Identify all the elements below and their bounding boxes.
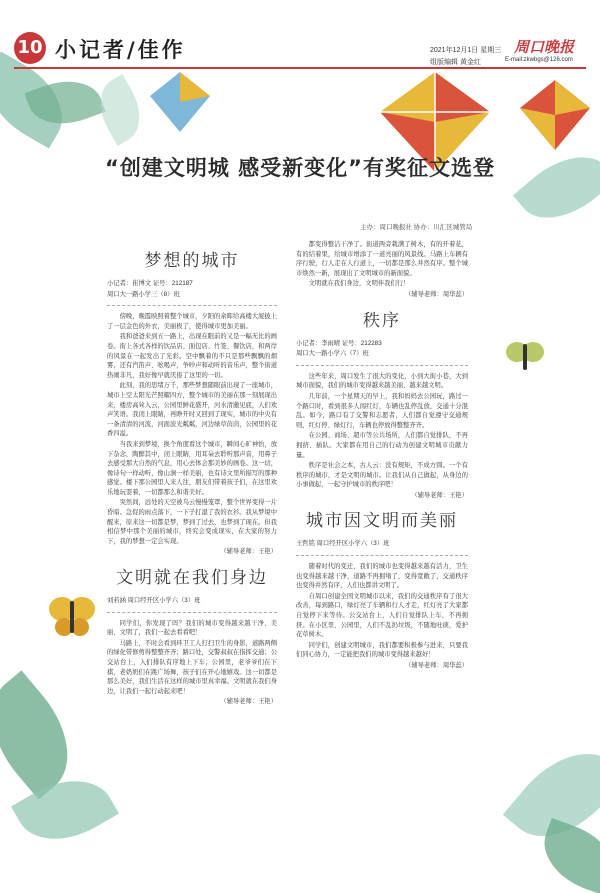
article-paragraph: 自周口创建全国文明城市以来，我们的交通秩序有了很大改善，每到路口，绿灯亮了车辆和行人才走，红灯亮了大家都自觉停下来等待。公交站台上，人们自觉排队上车，不再拥挤。在小区里、公园里，人们不乱扔垃圾，不随地吐痰，爱护花草树木。 [296,592,468,639]
article-title: 城市因文明而美丽 [306,511,458,532]
kite-icon [520,80,590,150]
article-paragraph: 文明就在我们身边，文明伴我们行！ [308,280,410,288]
page-header [0,0,600,70]
article-byline: 王哲铭 周口经开区小学六（3）班 [296,540,390,548]
article-byline: 小记者：李雨晴 证号：212283 [296,339,382,347]
kite-icon [150,72,210,132]
article-byline: 周口大一路小学六（7）班 [296,350,369,358]
article-paragraph: 同学们，你发现了吗？我们的城市变得越来越干净、美丽、文明了，我们一起去看看吧！ [107,619,277,637]
page-number: 10 [14,32,46,64]
article [107,563,277,707]
page-title: “创建文明城 感受新变化”有奖征文选登 [105,156,495,180]
article-paragraph: 我和爸爸来到五一路上，出现在眼前的又是一幅无比的画卷。街上各式各样的饮品店、面包店、竹签、餐饮店，和两岸的风景在一起发出了光彩。空中飘着的不只是那些飘飘的烟雾，还有汽笛声、吆喝声，争吵声和动听的音乐声，整个街道热闹非凡，我好像早就厌倦了这里的一切。 [107,333,278,379]
article-paragraph: 傍晚，晚霞映照着整个城市，夕阳的余晖给高楼大厦披上了一层金色的外衣，美丽极了，使得城市更加美丽。 [107,313,278,330]
article-paragraph: 突然间，远处的天空被乌云慢慢笼罩，整个世界变得一片昏暗。急促的雨点落下，一下子打湿了我的衣衫。我从梦境中醒来，原来这一切都是梦，梦到了过去，也梦到了现在。但我相信梦中那个美丽的城市，终究会变成现实，在大家的努力下，我的梦想一定会实现。 [107,499,278,545]
issue-date: 2021年12月1日 星期三 [430,47,502,54]
section-title: 小记者/佳作 [55,37,186,62]
divider [296,555,468,556]
left-column [107,240,277,708]
article-paragraph: 几年前，一个星期天的早上，我和妈妈去公园玩，路过一个路口时，看到很多人闯红灯，车辆也乱停乱放，交通十分混乱。如今，路口有了交警和志愿者，人们都自觉遵守交通规则，红灯停、绿灯行，车辆也停放得整整齐齐。 [296,392,468,429]
divider [296,365,468,366]
teacher-credit: （辅导老师：王艳） [411,491,468,499]
article-byline: 小记者：崔博文 证号：212187 [107,280,193,287]
contact-email: E-mail:zkwbgs@126.com [505,57,573,63]
article-byline: 刘若涵 周口经开区小学六（3）班 [107,597,201,605]
article-byline: 周口大一路小学三（8）班 [107,290,180,298]
article-paragraph: 当我来到梦境，换个角度看这个城市，瞬间心旷神怡，放下杂念，陶醉其中，闭上眼睛，用耳朵去聆听那声音，用鼻子去感受那大自然的气息，用心去体会那美妙的画卷。这一切，像诗句一样动听，像山涧一样美丽，也有诗文里所描写的那种感觉。楼下那公园里人来人往，朋友们带着孩子们，在这里欢乐地玩耍着，一切都那么和谐美好。 [107,440,278,496]
article-paragraph: 这些年来，周口发生了很大的变化，小到大街小巷，大到城市面貌，我们的城市变得越来越美丽、越来越文明。 [296,372,468,390]
divider [107,305,277,306]
article-paragraph: 都变得整洁干净了。街道两旁栽满了树木，有的开着花，有的结着果，给城市增添了一道亮丽的风景线。马路上车辆有序行驶，行人走在人行道上，一切都是那么井然有序。整个城市焕然一新，展现出了文明城市的新面貌。 [296,241,468,277]
article [107,246,277,557]
right-column [296,240,468,672]
article-title: 文明就在我们身边 [116,568,268,589]
article [296,306,468,501]
article-paragraph: 马路上，不时会看到环卫工人打扫卫生的身影，道路两侧的绿化带修剪得整整齐齐；路口处，交警叔叔在指挥交通；公交站台上，人们排队有序地上下车；公园里，老爷爷们在下棋，老奶奶们在跳广场舞，孩子们在开心地嬉戏。这一切都是那么美好，我们生活在这样的城市里真幸福。文明就在我们身边，让我们一起行动起来吧！ [107,639,278,695]
article-paragraph: 在公园、商场、超市等公共场所，人们都自觉排队，不再拥挤、插队。大家都在用自己的行动为创建文明城市贡献力量。 [296,432,468,459]
editor-credit: 组版编辑 黄金红 [430,59,481,66]
organizer-credit: 主办：周口晚报社 协办：川汇区城管局 [360,224,473,231]
teacher-credit: （辅导老师：周华蕊） [405,290,468,298]
article-title: 梦想的城市 [144,251,240,271]
butterfly-icon [505,340,545,374]
header-divider [14,67,586,69]
article-continuation [296,240,468,300]
article-paragraph: 秩序是社会之本，古人云：没有规矩，不成方圆。一个有秩序的城市，才是文明的城市。让我们从自己做起，从身边的小事做起，一起守护城市的秩序吧！ [296,462,468,489]
article-title: 秩序 [363,310,401,331]
teacher-credit: （辅导老师：王艳） [220,548,277,556]
teacher-credit: （辅导老师：周华蕊） [405,662,468,669]
newspaper-masthead: 周口晚报 [514,38,575,56]
butterfly-icon [48,595,96,637]
divider [107,612,277,613]
article-paragraph: 同学们，创建文明城市，我们都要积极参与进来，只要我们同心协力，一定能把我们的城市变得越来越好！ [296,641,468,659]
article-paragraph: 随着时代的变迁，我们的城市也变得越来越有活力，卫生也变得越来越干净，道路不再拥堵了，变得宽敞了，交通秩序也变得井然有序，人们也都讲文明了。 [296,563,468,590]
teacher-credit: （辅导老师：王艳） [220,698,277,706]
article [296,506,468,670]
article-paragraph: 此刻，我的思绪万千，那些梦想随眼前出现了一座城市，城市上空太阳光芒照耀四方，整个城市的美丽在那一刻展现出来，楼房高耸入云，公园里鲜花盛开，河水清澈见底，人们欢声笑语。我闭上眼睛，再睁开时又回到了现实，城市的中央有一条清清的河流，河面波光粼粼，河边绿草茵茵，公园里的花香四溢。 [107,382,278,438]
